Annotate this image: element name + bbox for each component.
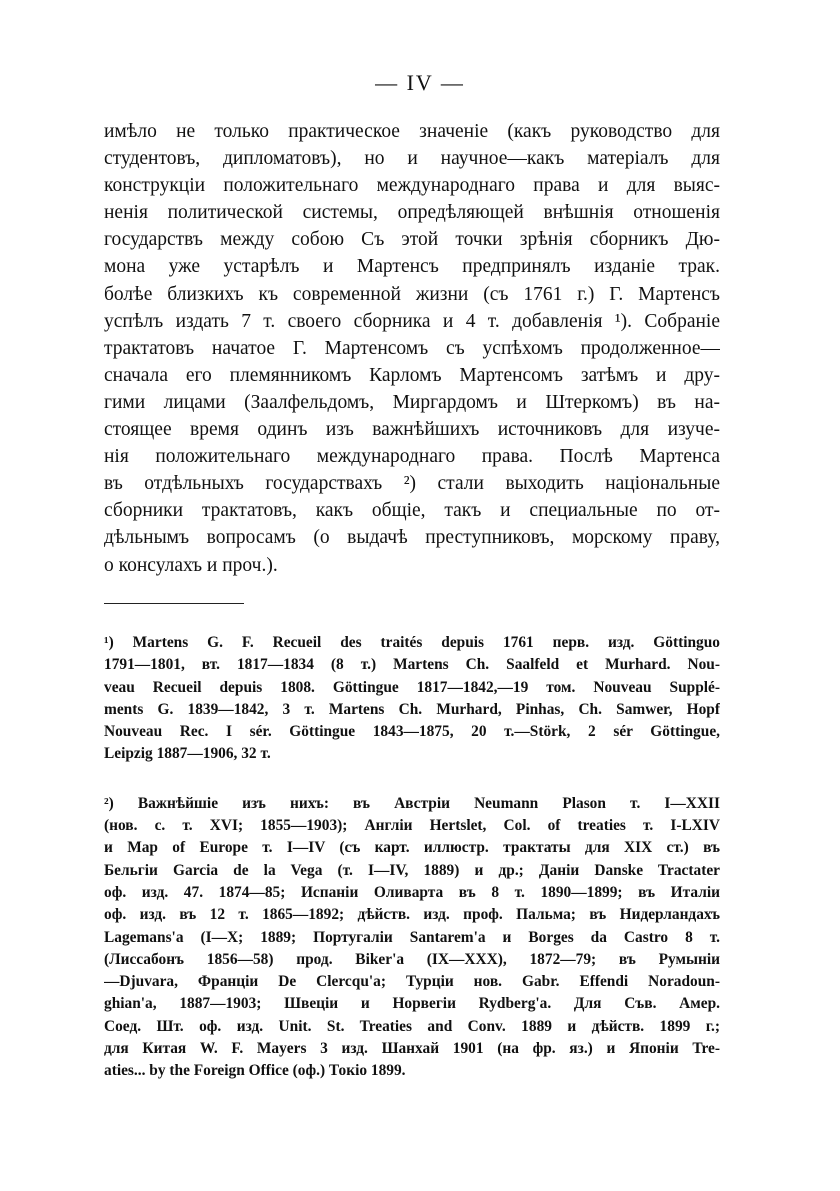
footnote-line: ments G. 1839—1842, 3 т. Martens Ch. Murhard, Pinhas, Ch. Samwer, Hopf bbox=[104, 700, 720, 718]
footnote-line: Соед. Шт. оф. изд. Unit. St. Treaties and Conv. 1889 и дѣйств. 1899 г.; bbox=[104, 1017, 720, 1035]
footnote-2 bbox=[104, 793, 720, 1083]
main-text bbox=[104, 118, 720, 579]
footnote-line: ghian'a, 1887—1903; Швеціи и Норвегіи Rydberg'a. Для Съв. Амер. bbox=[104, 995, 720, 1013]
text-line: успѣлъ издать 7 т. своего сборника и 4 т. добавленія ¹). Собраніе bbox=[104, 310, 720, 332]
footnote-line: ¹) Martens G. F. Recueil des traités depuis 1761 перв. изд. Göttinguo bbox=[104, 634, 720, 651]
text-line: трактатовъ начатое Г. Мартенсомъ съ успѣхомъ продолженное— bbox=[104, 337, 720, 359]
footnote-line: ²) Важнѣйшіе изъ нихъ: въ Австріи Neumann Plason т. I—XXII bbox=[104, 794, 720, 812]
footnote-line: veau Recueil depuis 1808. Göttingue 1817—1842,—19 том. Nouveau Supplé- bbox=[104, 678, 720, 696]
text-line: государствъ между собою Съ этой точки зрѣнія сборникъ Дю- bbox=[104, 229, 720, 251]
footnote-line: aties... by the Foreign Office (оф.) Токіо 1899. bbox=[104, 1062, 406, 1080]
text-line: сборники трактатовъ, какъ общіе, такъ и специальные по от- bbox=[104, 500, 720, 522]
footnote-line: (нов. с. т. XVI; 1855—1903); Англіи Hertslet, Col. of treaties т. I-LXIV bbox=[104, 817, 720, 835]
footnote-line: Бельгіи Garcia de la Vega (т. I—IV, 1889) и др.; Даніи Danske Tractater bbox=[104, 861, 720, 879]
text-line: мона уже устарѣлъ и Мартенсъ предпринялъ изданіе трак. bbox=[104, 256, 720, 278]
text-line: ненія политической системы, опредѣляющей внѣшнія отношенія bbox=[104, 202, 720, 224]
text-line: о консулахъ и проч.). bbox=[104, 554, 278, 576]
footnote-line: Leipzig 1887—1906, 32 т. bbox=[104, 745, 271, 763]
footnote-line: Lagemans'a (I—X; 1889; Португаліи Santarem'a и Borges da Castro 8 т. bbox=[104, 928, 720, 946]
text-line: болѣе близкихъ къ современной жизни (съ 1761 г.) Г. Мартенсъ bbox=[104, 283, 720, 305]
footnote-line: для Китая W. F. Mayers 3 изд. Шанхай 1901 (на фр. яз.) и Японіи Tre- bbox=[104, 1040, 720, 1058]
text-line: конструкціи положительнаго международнаго права и для выяс- bbox=[104, 175, 720, 197]
text-line: сначала его племянникомъ Карломъ Мартенсомъ затѣмъ и дру- bbox=[104, 364, 720, 386]
footnote-line: 1791—1801, вт. 1817—1834 (8 т.) Martens Ch. Saalfeld et Murhard. Nou- bbox=[104, 656, 720, 674]
text-line: стоящее время одинъ изъ важнѣйшихъ источниковъ для изуче- bbox=[104, 419, 720, 441]
footnote-line: оф. изд. въ 12 т. 1865—1892; дѣйств. изд. проф. Пальма; въ Нидерландахъ bbox=[104, 906, 720, 924]
footnote-line: Nouveau Rec. I sér. Göttingue 1843—1875, 20 т.—Störk, 2 sér Göttingue, bbox=[104, 723, 720, 741]
text-line: студентовъ, дипломатовъ), но и научное—какъ матеріалъ для bbox=[104, 148, 720, 170]
text-line: въ отдѣльныхъ государствахъ ²) стали выходить національные bbox=[104, 473, 720, 495]
text-line: гими лицами (Заалфельдомъ, Миргардомъ и Штеркомъ) въ на- bbox=[104, 391, 720, 413]
text-line: дѣльнымъ вопросамъ (о выдачѣ преступниковъ, морскому праву, bbox=[104, 527, 720, 549]
footnotes bbox=[104, 632, 720, 1083]
footnote-line: —Djuvara, Франціи De Clercqu'a; Турціи нов. Gabr. Effendi Noradoun- bbox=[104, 973, 720, 991]
text-line: имѣло не только практическое значеніе (какъ руководство для bbox=[104, 121, 720, 142]
page-number: — IV — bbox=[375, 70, 465, 95]
text-line: нія положительнаго международнаго права. Послѣ Мартенса bbox=[104, 446, 720, 468]
footnote-line: оф. изд. 47. 1874—85; Испаніи Оливарта въ 8 т. 1890—1899; въ Италіи bbox=[104, 883, 720, 901]
footnote-1 bbox=[104, 632, 720, 766]
footnote-separator bbox=[104, 603, 244, 604]
footnote-line: (Лиссабонъ 1856—58) прод. Biker'a (IX—XXX), 1872—79; въ Румыніи bbox=[104, 950, 720, 968]
footnote-line: и Map of Europe т. I—IV (съ карт. иллюстр. трактаты для XIX ст.) въ bbox=[104, 839, 720, 857]
